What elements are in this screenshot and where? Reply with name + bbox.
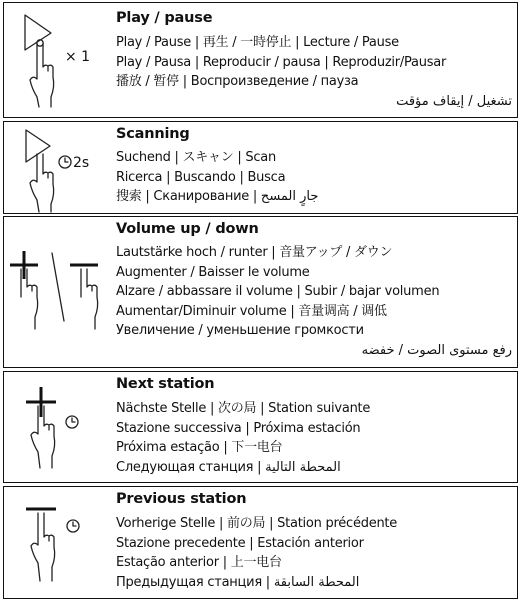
translation-line: Estação anterior | 上一电台: [116, 555, 282, 571]
previous-station-gesture-cell: [4, 487, 112, 598]
row-title: Previous station: [116, 491, 247, 507]
translation-line: Предыдущая станция | المحطة السابقة: [116, 574, 360, 590]
next-station-text: [116, 372, 513, 477]
row-title: Play / pause: [116, 10, 213, 26]
hand-icon: [81, 269, 98, 329]
translation-line: 搜索 | Сканирование | جارٍ المسح: [116, 189, 319, 205]
previous-station-text: [116, 487, 513, 592]
row-previous-station: [3, 486, 518, 599]
hand-icon: [31, 406, 55, 468]
row-volume: [3, 216, 518, 368]
minus-long-press-gesture-icon: [4, 487, 112, 600]
translation-line: Vorherige Stelle | 前の局 | Station précédente: [116, 516, 398, 531]
gesture-count-label: × 1: [65, 49, 91, 65]
long-press-gesture-icon: [4, 122, 112, 215]
translation-line: Alzare / abbassare il volume | Subir / bajar volumen: [116, 284, 440, 300]
clock-hands: [73, 522, 76, 526]
translation-line: Ricerca | Buscando | Busca: [116, 169, 286, 185]
translation-line-arabic: رفع مستوى الصوت / خفضه: [361, 342, 512, 358]
hand-icon: [30, 43, 54, 107]
press-duration-label: 2s: [73, 155, 90, 171]
row-title: Scanning: [116, 126, 190, 142]
divider-slash: [52, 253, 64, 321]
translation-line: Nächste Stelle | 次の局 | Station suivante: [116, 401, 371, 416]
row-scanning: [3, 121, 518, 214]
translation-line: Próxima estação | 下一电台: [116, 440, 283, 456]
row-title: Next station: [116, 376, 215, 392]
translation-line: Следующая станция | المحطة التالية: [116, 459, 341, 475]
translation-line: Увеличение / уменьшение громкости: [116, 323, 364, 339]
clock-hands: [65, 158, 68, 162]
play-pause-gesture-cell: [4, 3, 112, 117]
hand-icon: [31, 513, 55, 581]
scanning-text: [116, 122, 513, 207]
translation-line: Lautstärke hoch / runter | 音量アップ / ダウン: [116, 245, 393, 260]
scanning-gesture-cell: [4, 122, 112, 213]
next-station-gesture-cell: [4, 372, 112, 482]
play-pause-text: [116, 3, 513, 111]
volume-text: [116, 217, 513, 361]
row-title: Volume up / down: [116, 221, 259, 237]
row-play-pause: [3, 2, 518, 118]
hand-icon: [30, 154, 54, 212]
plus-long-press-gesture-icon: [4, 372, 112, 484]
play-triangle-icon: [26, 130, 50, 162]
translation-line: Stazione precedente | Estación anterior: [116, 535, 364, 551]
translation-line: Stazione successiva | Próxima estación: [116, 420, 361, 436]
translation-line: Play / Pause | 再生 / 一時停止 | Lecture / Pause: [116, 35, 399, 50]
volume-gesture-cell: [4, 217, 112, 367]
translation-line: Suchend | スキャン | Scan: [116, 150, 277, 165]
clock-hands: [72, 418, 75, 422]
volume-gesture-icon: [4, 217, 112, 369]
translation-line: Aumentar/Diminuir volume | 音量调高 / 调低: [116, 303, 387, 319]
translation-line: Augmenter / Baisser le volume: [116, 264, 310, 280]
translation-line: Play / Pausa | Reproducir / pausa | Reproduzir/Pausar: [116, 54, 447, 70]
row-next-station: [3, 371, 518, 483]
tap-once-gesture-icon: [4, 3, 112, 119]
translation-line-arabic: تشغيل / إيقاف مؤقت: [396, 93, 512, 109]
translation-line: 播放 / 暂停 | Воспроизведение / пауза: [116, 74, 359, 90]
